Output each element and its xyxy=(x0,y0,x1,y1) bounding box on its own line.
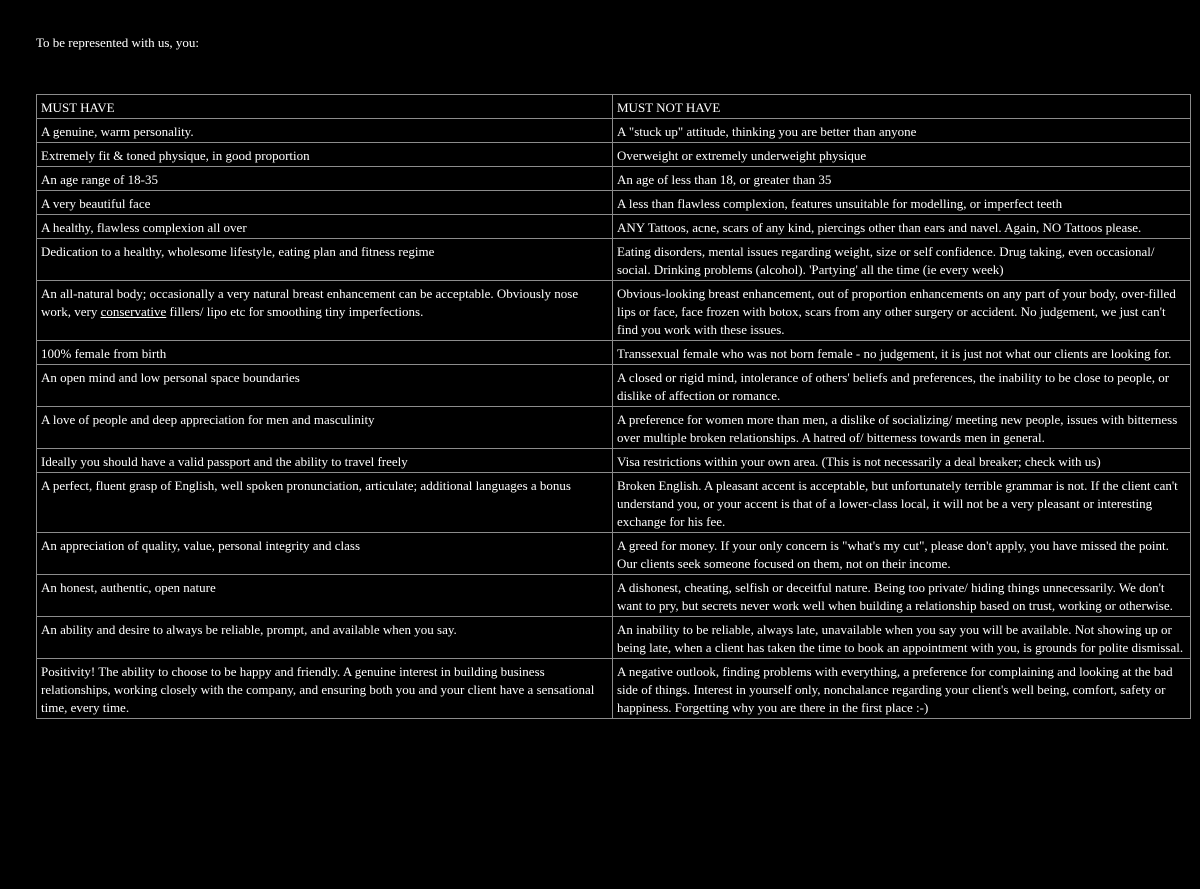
table-row xyxy=(37,215,1191,239)
must-have-cell: A genuine, warm personality. xyxy=(37,119,613,143)
table-row xyxy=(37,365,1191,407)
must-not-have-cell: A dishonest, cheating, selfish or deceitful nature. Being too private/ hiding things unnecessarily. We don't want to pry, but secrets never work well when building a relationship based on trust, working or otherwise. xyxy=(613,575,1191,617)
table-row xyxy=(37,533,1191,575)
underlined-word: conservative xyxy=(100,304,167,319)
must-have-cell xyxy=(37,281,613,341)
must-have-cell: A healthy, flawless complexion all over xyxy=(37,215,613,239)
must-have-cell: Dedication to a healthy, wholesome lifestyle, eating plan and fitness regime xyxy=(37,239,613,281)
intro-text: To be represented with us, you: xyxy=(36,35,199,50)
must-have-cell: An honest, authentic, open nature xyxy=(37,575,613,617)
must-have-cell: An ability and desire to always be reliable, prompt, and available when you say. xyxy=(37,617,613,659)
must-have-text-start: An all-natural body; occasionally a very natural breast enhancement can be acceptable. Obviously nose work, very xyxy=(41,286,579,319)
table-header-row xyxy=(37,95,1191,119)
table-row xyxy=(37,143,1191,167)
table-row xyxy=(37,449,1191,473)
table-row xyxy=(37,167,1191,191)
must-not-have-cell: Visa restrictions within your own area. (This is not necessarily a deal breaker; check with us) xyxy=(613,449,1191,473)
must-have-cell: An age range of 18-35 xyxy=(37,167,613,191)
must-have-cell: An open mind and low personal space boundaries xyxy=(37,365,613,407)
must-have-cell: Extremely fit & toned physique, in good proportion xyxy=(37,143,613,167)
must-not-have-cell: An age of less than 18, or greater than 35 xyxy=(613,167,1191,191)
must-not-have-cell: Broken English. A pleasant accent is acceptable, but unfortunately terrible grammar is not. If the client can't understand you, or your accent is that of a lower-class local, it will not be a very pleasant or interesting exchange for his fee. xyxy=(613,473,1191,533)
must-not-have-cell: A negative outlook, finding problems with everything, a preference for complaining and looking at the bad side of things. Interest in yourself only, nonchalance regarding your client's well being, comfort, safety or happiness. Forgetting why you are there in the first place :-) xyxy=(613,659,1191,719)
must-not-have-cell: A closed or rigid mind, intolerance of others' beliefs and preferences, the inability to be close to people, or dislike of affection or romance. xyxy=(613,365,1191,407)
must-have-cell: A love of people and deep appreciation for men and masculinity xyxy=(37,407,613,449)
requirements-table xyxy=(36,94,1191,719)
must-not-have-cell: Obvious-looking breast enhancement, out of proportion enhancements on any part of your body, over-filled lips or face, face frozen with botox, scars from any other surgery or accident. No judgement, we just can't find you work with these issues. xyxy=(613,281,1191,341)
must-not-have-cell: A preference for women more than men, a dislike of socializing/ meeting new people, issues with bitterness over multiple broken relationships. A hatred of/ bitterness towards men in general. xyxy=(613,407,1191,449)
must-not-have-cell: Transsexual female who was not born female - no judgement, it is just not what our clients are looking for. xyxy=(613,341,1191,365)
table-row xyxy=(37,407,1191,449)
must-have-cell: 100% female from birth xyxy=(37,341,613,365)
table-row xyxy=(37,617,1191,659)
must-have-cell: A very beautiful face xyxy=(37,191,613,215)
must-not-have-cell: A greed for money. If your only concern is "what's my cut", please don't apply, you have missed the point. Our clients seek someone focused on them, not on their income. xyxy=(613,533,1191,575)
table-row xyxy=(37,191,1191,215)
table-row xyxy=(37,119,1191,143)
table-row xyxy=(37,239,1191,281)
table-row xyxy=(37,473,1191,533)
must-not-have-cell: Eating disorders, mental issues regarding weight, size or self confidence. Drug taking, even occasional/ social. Drinking problems (alcohol). 'Partying' all the time (ie every week) xyxy=(613,239,1191,281)
table-row xyxy=(37,281,1191,341)
must-not-have-cell: A "stuck up" attitude, thinking you are better than anyone xyxy=(613,119,1191,143)
must-not-have-cell: ANY Tattoos, acne, scars of any kind, piercings other than ears and navel. Again, NO Tattoos please. xyxy=(613,215,1191,239)
table-row xyxy=(37,341,1191,365)
must-have-cell: Positivity! The ability to choose to be happy and friendly. A genuine interest in building business relationships, working closely with the company, and ensuring both you and your client have a sensational time, every time. xyxy=(37,659,613,719)
must-have-cell: An appreciation of quality, value, personal integrity and class xyxy=(37,533,613,575)
must-have-cell: Ideally you should have a valid passport and the ability to travel freely xyxy=(37,449,613,473)
must-not-have-cell: An inability to be reliable, always late, unavailable when you say you will be available. Not showing up or being late, when a client has taken the time to book an appointment with you, is grounds for polite dismissal. xyxy=(613,617,1191,659)
must-have-text-end: fillers/ lipo etc for smoothing tiny imperfections. xyxy=(166,304,424,319)
must-not-have-cell: A less than flawless complexion, features unsuitable for modelling, or imperfect teeth xyxy=(613,191,1191,215)
must-have-cell: A perfect, fluent grasp of English, well spoken pronunciation, articulate; additional languages a bonus xyxy=(37,473,613,533)
table-row xyxy=(37,659,1191,719)
header-must-not-have: MUST NOT HAVE xyxy=(613,95,1191,119)
must-not-have-cell: Overweight or extremely underweight physique xyxy=(613,143,1191,167)
header-must-have: MUST HAVE xyxy=(37,95,613,119)
table-row xyxy=(37,575,1191,617)
